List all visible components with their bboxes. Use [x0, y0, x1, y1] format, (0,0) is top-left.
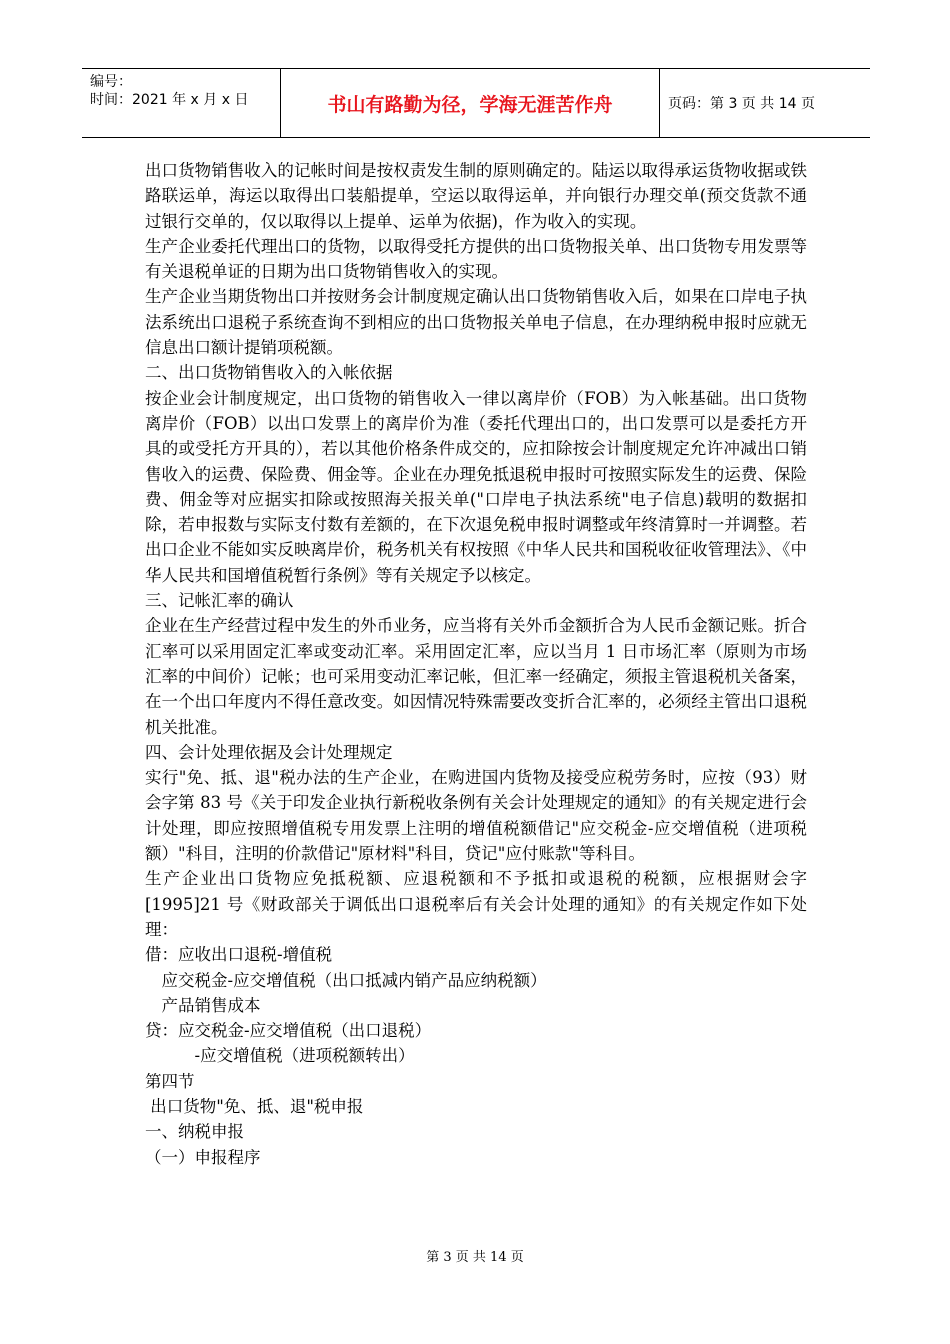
section-heading: 二、出口货物销售收入的入帐依据: [145, 363, 393, 383]
paragraph: 生产企业出口货物应免抵税额、应退税额和不予抵扣或退税的税额，应根据财会字[1995]21 号《财政部关于调低出口退税率后有关会计处理的通知》的有关规定作如下处理：: [145, 869, 807, 939]
journal-entry-line: 应交税金-应交增值税（出口抵减内销产品应纳税额）: [145, 970, 547, 990]
section-heading: （一）申报程序: [145, 1147, 261, 1167]
paragraph: 企业在生产经营过程中发生的外币业务，应当将有关外币金额折合为人民币金额记账。折合汇率可以采用固定汇率或变动汇率。采用固定汇率，应以当月 1 日市场汇率（原则为市场汇率的中间价）记帐；也可采用变动汇率记帐，但汇率一经确定，须报主管退税机关备案，在一个出口年度内不得任意改变。如因情况特殊需要改变折合汇率的，必须经主管出口退税机关批准。: [145, 616, 807, 737]
journal-entry-line: 贷：应交税金-应交增值税（出口退税）: [145, 1021, 432, 1041]
paragraph: 生产企业委托代理出口的货物，以取得受托方提供的出口货物报关单、出口货物专用发票等有关退税单证的日期为出口货物销售收入的实现。: [145, 236, 807, 282]
header-page-info: 页码：第 3 页 共 14 页: [668, 96, 815, 112]
section-heading: 四、会计处理依据及会计处理规定: [145, 742, 393, 762]
journal-entry-line: 产品销售成本: [145, 995, 261, 1015]
page-header: [82, 68, 870, 138]
document-body: [145, 158, 807, 1170]
section-heading: 第四节: [145, 1071, 195, 1091]
journal-entry-line: 借：应收出口退税-增值税: [145, 945, 333, 965]
document-number-label: 编号：: [90, 74, 132, 90]
section-heading: 三、记帐汇率的确认: [145, 591, 294, 611]
paragraph: 按企业会计制度规定，出口货物的销售收入一律以离岸价（FOB）为入帐基础。出口货物离岸价（FOB）以出口发票上的离岸价为准（委托代理出口的，出口发票可以是委托方开具的或受托方开具的），若以其他价格条件成交的，应扣除按会计制度规定允许冲减出口销售收入的运费、保险费、佣金等。企业在办理免抵退税申报时可按照实际发生的运费、保险费、佣金等对应据实扣除或按照海关报关单("口岸电子执法系统"电子信息)载明的数据扣除，若申报数与实际支付数有差额的，在下次退免税申报时调整或年终清算时一并调整。若出口企业不能如实反映离岸价，税务机关有权按照《中华人民共和国税收征收管理法》、《中华人民共和国增值税暂行条例》等有关规定予以核定。: [145, 388, 807, 585]
paragraph: 出口货物销售收入的记帐时间是按权责发生制的原则确定的。陆运以取得承运货物收据或铁路联运单，海运以取得出口装船提单，空运以取得运单，并向银行办理交单(预交货款不通过银行交单的，仅以取得以上提单、运单为依据)，作为收入的实现。: [145, 161, 807, 231]
header-meta: [82, 69, 281, 137]
paragraph: 生产企业当期货物出口并按财务会计制度规定确认出口货物销售收入后，如果在口岸电子执法系统出口退税子系统查询不到相应的出口货物报关单电子信息，在办理纳税申报时应就无信息出口额计提销项税额。: [145, 287, 807, 358]
section-heading: 一、纳税申报: [145, 1122, 244, 1142]
page-footer: 第 3 页 共 14 页: [426, 1250, 524, 1265]
header-motto: 书山有路勤为径，学海无涯苦作舟: [281, 69, 660, 137]
section-heading: 出口货物"免、抵、退"税申报: [145, 1096, 364, 1116]
paragraph: 实行"免、抵、退"税办法的生产企业，在购进国内货物及接受应税劳务时，应按（93）财会字第 83 号《关于印发企业执行新税收条例有关会计处理规定的通知》的有关规定进行会计处理，即应按照增值税专用发票上注明的增值税额借记"应交税金-应交增值税（进项税额）"科目，注明的价款借记"原材料"科目，贷记"应付账款"等科目。: [145, 768, 807, 864]
document-time-label: 时间：2021 年 x 月 x 日: [90, 92, 249, 108]
journal-entry-line: -应交增值税（进项税额转出）: [145, 1046, 415, 1066]
